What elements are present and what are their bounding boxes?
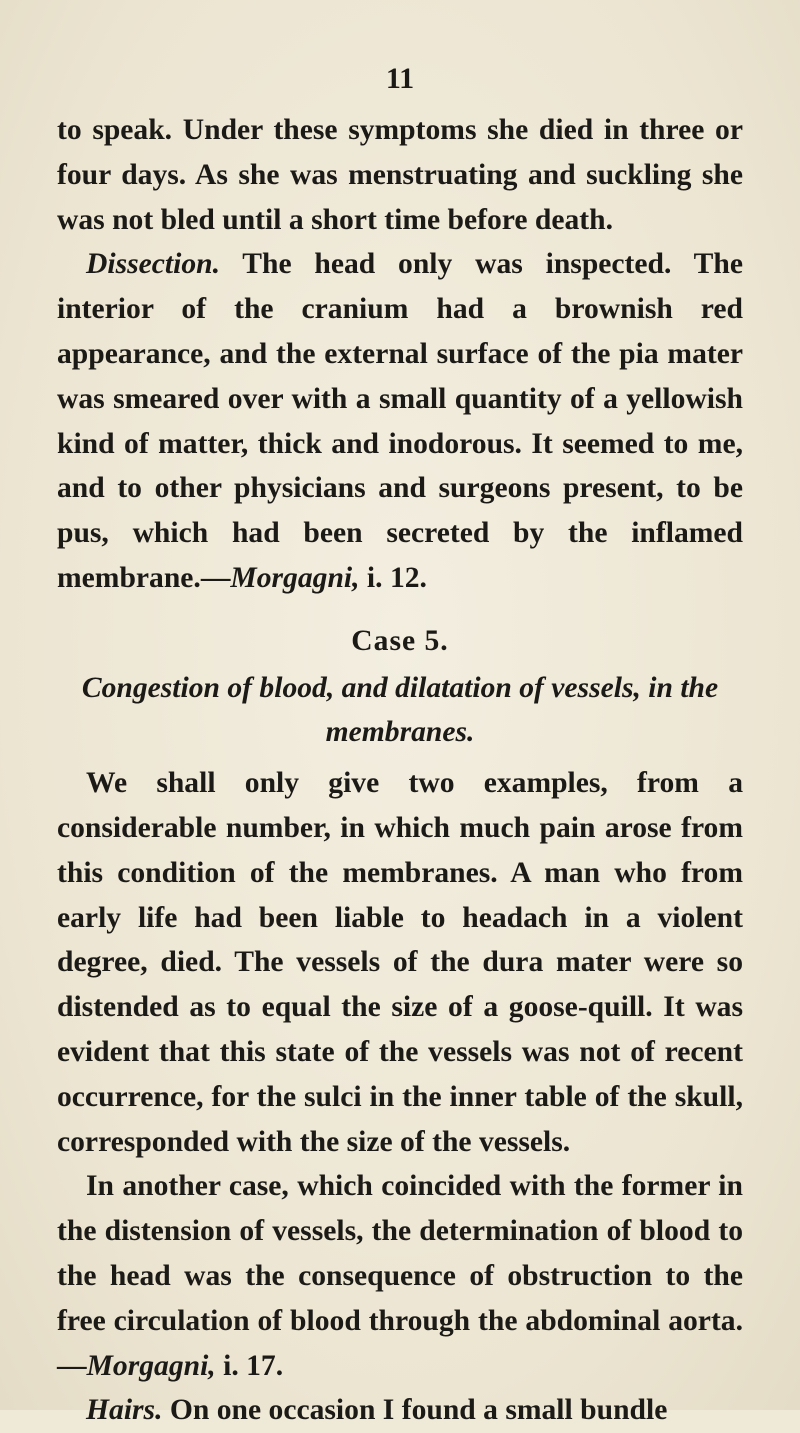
citation-reference: i. 17. — [215, 1349, 284, 1382]
paragraph-hairs — [57, 1388, 743, 1433]
paragraph-examples: We shall only give two examples, from a considerable number, in which much pain arose from this condition of the membranes. A man who from early life had been liable to headach in a violent degree, died. The vessels of the dura mater were so distended as to equal the size of a goose-quill. It was evident that this state of the vessels was not of recent occurrence, for the sulci in the inner table of the skull, corresponded with the size of the vessels. — [57, 767, 743, 1158]
citation-reference: i. 12. — [359, 561, 427, 594]
citation-author: Morgagni, — [230, 561, 360, 594]
paragraph-another-case — [57, 1164, 743, 1388]
paragraph-text: The head only was inspected. The interior of the cranium had a brownish red appearance, and the external surface of the pia mater was smeared over with a small quantity of a yellowish kind of matter, thick and inodorous. It seemed to me, and to other physicians and surgeons present, to be pus, which had been secreted by the inflamed membrane.— — [57, 248, 743, 594]
section-label: Hairs. — [86, 1394, 163, 1427]
page-body — [57, 108, 743, 1433]
paragraph-text: On one occasion I found a small bundle — [162, 1394, 668, 1427]
paragraph-continued: to speak. Under these symptoms she died in three or four days. As she was menstruating and suckling she was not bled until a short time before death. — [57, 114, 743, 236]
section-label: Dissection. — [86, 248, 220, 281]
case-heading: Case 5. — [351, 624, 449, 657]
paragraph-text: In another case, which coincided with the former in the distension of vessels, the determination of blood to the head was the consequence of obstruction to the free circulation of blood through the abdominal aorta.— — [57, 1170, 743, 1382]
citation-author: Morgagni, — [86, 1349, 216, 1382]
paragraph-dissection — [57, 242, 743, 600]
page-number: 11 — [385, 62, 415, 95]
case-subtitle: Congestion of blood, and dilatation of vessels, in the membranes. — [81, 671, 719, 749]
